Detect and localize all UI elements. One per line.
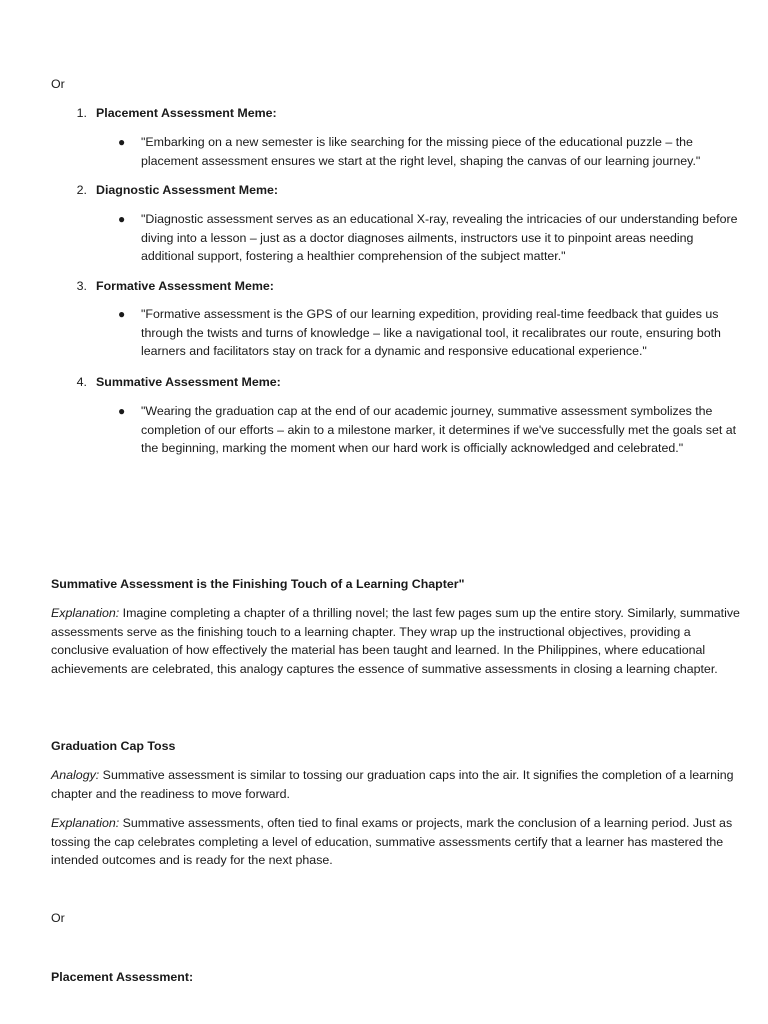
section-heading: Summative Assessment is the Finishing Touch of a Learning Chapter" [51,577,465,591]
list-number: 4. [76,375,87,389]
list-item-quote: "Wearing the graduation cap at the end of our academic journey, summative assessment symbolizes the completion of our efforts – akin to a milestone marker, it determines if we've successfully met the goals set at the beginning, marking the moment when our hard work is officially acknowledged and celebrated." [141,404,737,456]
explanation-paragraph [51,604,741,678]
list-number: 1. [76,106,87,120]
list-item-quote: "Diagnostic assessment serves as an educational X-ray, revealing the intricacies of our understanding before diving into a lesson – just as a doctor diagnoses ailments, instructors use it to pinpoint areas needing additional support, fostering a healthier comprehension of the subject matter." [141,212,738,264]
bullet-icon: ● [118,404,126,418]
list-number: 2. [76,183,87,197]
or-separator: Or [51,77,65,91]
explanation-paragraph [51,814,741,870]
bullet-icon: ● [118,135,126,149]
or-separator: Or [51,911,65,925]
list-item-quote: "Formative assessment is the GPS of our learning expedition, providing real-time feedback that guides us through the twists and turns of knowledge – like a navigational tool, it recalibrates our route, ensuring both learners and facilitators stay on track for a dynamic and responsive educational experience." [141,307,721,359]
list-item-quote: "Embarking on a new semester is like searching for the missing piece of the educational puzzle – the placement assessment ensures we start at the right level, shaping the canvas of our learning journey." [141,135,701,168]
explanation-text: Imagine completing a chapter of a thrilling novel; the last few pages sum up the entire story. Similarly, summative assessments serve as the finishing touch to a learning chapter. They wrap up the instructional objectives, providing a conclusive evaluation of how effectively the material has been taught and learned. In the Philippines, where educational achievements are celebrated, this analogy captures the essence of summative assessments in closing a learning chapter. [51,606,740,676]
bullet-icon: ● [118,307,126,321]
analogy-label: Analogy: [51,768,100,782]
list-number: 3. [76,279,87,293]
analogy-text: Summative assessment is similar to tossing our graduation caps into the air. It signifies the completion of a learning chapter and the readiness to move forward. [51,768,734,801]
list-item-title: Summative Assessment Meme: [96,375,281,389]
analogy-paragraph [51,766,741,803]
bullet-icon: ● [118,212,126,226]
list-item-title: Formative Assessment Meme: [96,279,274,293]
list-item-title: Placement Assessment Meme: [96,106,277,120]
section-heading: Graduation Cap Toss [51,739,176,753]
explanation-label: Explanation: [51,606,120,620]
explanation-label: Explanation: [51,816,120,830]
section-heading: Placement Assessment: [51,970,194,984]
explanation-text: Summative assessments, often tied to final exams or projects, mark the conclusion of a learning period. Just as tossing the cap celebrates completing a level of education, summative assessments certify that a learner has mastered the intended outcomes and is ready for the next phase. [51,816,733,868]
list-item-title: Diagnostic Assessment Meme: [96,183,279,197]
